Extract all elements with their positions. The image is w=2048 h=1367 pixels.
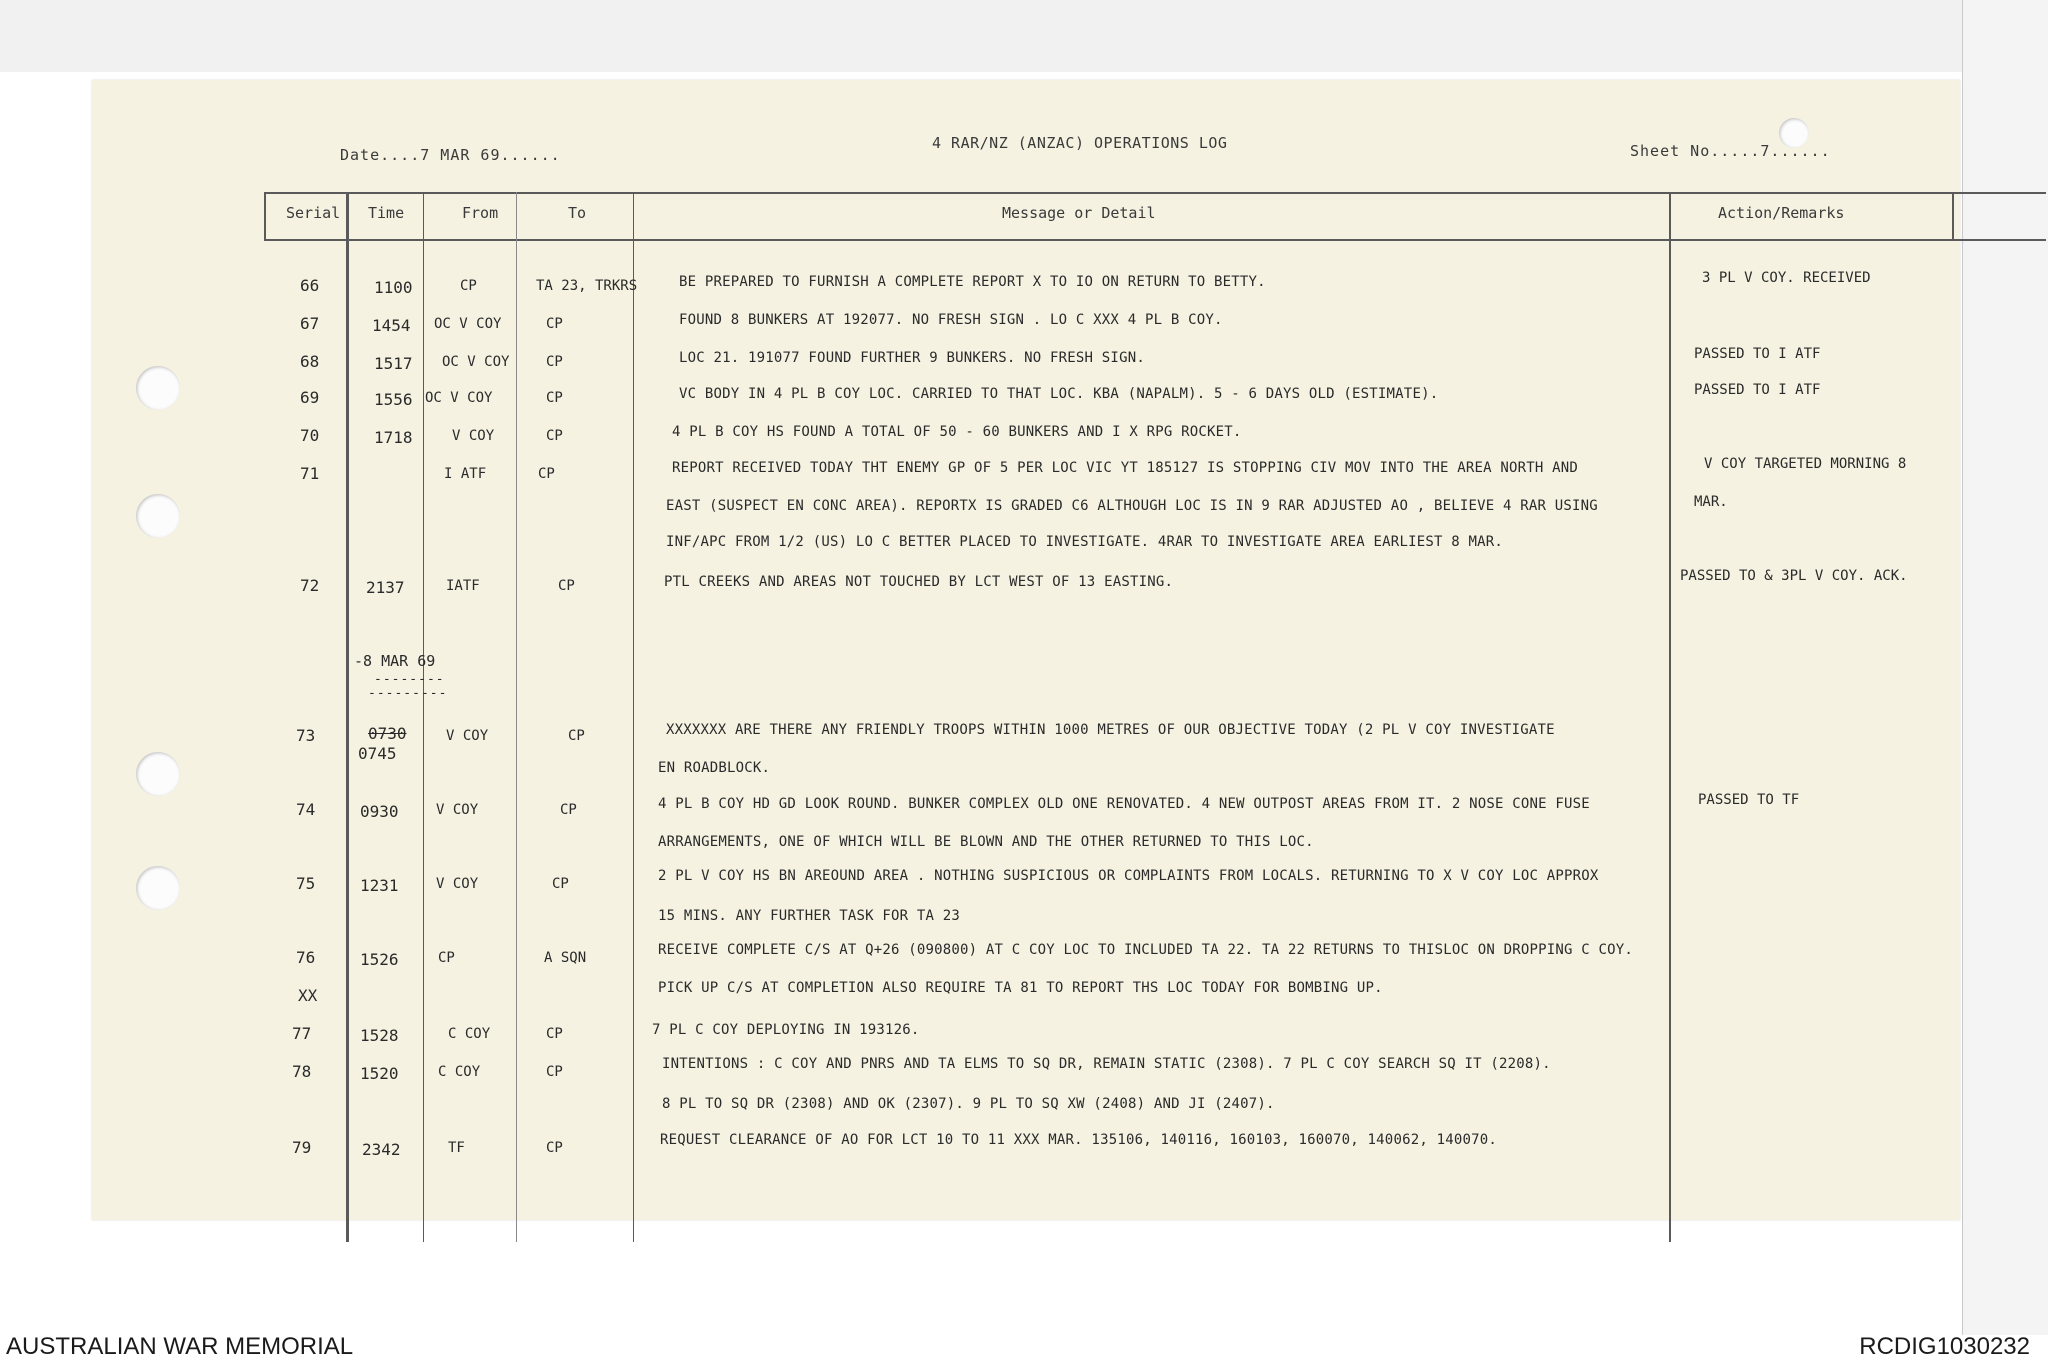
message-line: 4 PL B COY HD GD LOOK ROUND. BUNKER COMPLEX OLD ONE RENOVATED. 4 NEW OUTPOST AREAS FROM IT. 2 NOSE CONE FUSE — [658, 796, 1590, 812]
to-cell: TA 23, TRKRS — [536, 278, 638, 294]
to-cell: CP — [558, 578, 575, 594]
sheet-number: Sheet No.....7...... — [1630, 142, 1831, 160]
serial-cell: 72 — [300, 576, 320, 595]
serial-cell: 68 — [300, 352, 320, 371]
to-cell: CP — [546, 1140, 563, 1156]
serial-cell: 67 — [300, 314, 320, 333]
message-line: REPORT RECEIVED TODAY THT ENEMY GP OF 5 PER LOC VIC YT 185127 IS STOPPING CIV MOV INTO THE AREA NORTH AND — [672, 460, 1579, 476]
time-cell: 1526 — [360, 950, 399, 969]
message-line: 4 PL B COY HS FOUND A TOTAL OF 50 - 60 BUNKERS AND I X RPG ROCKET. — [672, 424, 1242, 440]
to-cell: CP — [546, 428, 563, 444]
message-line: 7 PL C COY DEPLOYING IN 193126. — [652, 1022, 920, 1038]
from-cell: V COY — [452, 428, 495, 444]
time-cell: 0745 — [358, 744, 397, 763]
log-title: 4 RAR/NZ (ANZAC) OPERATIONS LOG — [932, 134, 1228, 152]
punch-hole — [136, 866, 180, 910]
from-cell: TF — [448, 1140, 465, 1156]
message-line: BE PREPARED TO FURNISH A COMPLETE REPORT X TO IO ON RETURN TO BETTY. — [679, 274, 1266, 290]
message-line: ARRANGEMENTS, ONE OF WHICH WILL BE BLOWN AND THE OTHER RETURNED TO THIS LOC. — [658, 834, 1314, 850]
col-divider-message — [1669, 192, 1671, 1242]
time-cell: 1528 — [360, 1026, 399, 1045]
message-line: 15 MINS. ANY FURTHER TASK FOR TA 23 — [658, 908, 961, 924]
time-cell: 1454 — [372, 316, 411, 335]
message-line: RECEIVE COMPLETE C/S AT Q+26 (090800) AT C COY LOC TO INCLUDED TA 22. TA 22 RETURNS TO THISLOC ON DROPPING C COY. — [658, 942, 1634, 958]
to-cell: CP — [546, 1064, 563, 1080]
serial-cell: 71 — [300, 464, 320, 483]
from-cell: C COY — [448, 1026, 491, 1042]
serial-cell: 78 — [292, 1062, 312, 1081]
col-divider-to — [633, 192, 634, 1242]
table-header-rule — [264, 239, 2046, 241]
punch-hole — [136, 752, 180, 796]
from-cell: V COY — [436, 802, 479, 818]
remark-line: PASSED TO I ATF — [1694, 346, 1821, 362]
time-cell: 2342 — [362, 1140, 401, 1159]
footer-institution: AUSTRALIAN WAR MEMORIAL — [6, 1333, 354, 1360]
remark-line: 3 PL V COY. RECEIVED — [1702, 270, 1871, 286]
remark-line: V COY TARGETED MORNING 8 — [1704, 456, 1907, 472]
to-cell: CP — [546, 390, 563, 406]
remark-line: PASSED TO TF — [1698, 792, 1800, 808]
table-right-rule — [1952, 192, 1954, 240]
message-line: EN ROADBLOCK. — [658, 760, 771, 776]
scan-background-right — [1962, 0, 2048, 1335]
serial-cell: 74 — [296, 800, 316, 819]
struck-serial-mark: XX — [298, 986, 318, 1005]
serial-cell: 76 — [296, 948, 316, 967]
col-divider-from — [516, 192, 517, 1242]
scan-background-top — [0, 0, 2048, 72]
time-cell: 1517 — [374, 354, 413, 373]
date-underline: -------- — [374, 672, 445, 687]
message-line: EAST (SUSPECT EN CONC AREA). REPORTX IS GRADED C6 ALTHOUGH LOC IS IN 9 RAR ADJUSTED AO , BELIEVE 4 RAR USING — [666, 498, 1598, 514]
serial-cell: 73 — [296, 726, 316, 745]
to-cell: CP — [560, 802, 577, 818]
time-cell: 1231 — [360, 876, 399, 895]
col-header-remarks: Action/Remarks — [1718, 204, 1845, 222]
remark-line: PASSED TO I ATF — [1694, 382, 1821, 398]
time-cell: 2137 — [366, 578, 405, 597]
date-separator: -8 MAR 69 — [354, 652, 436, 670]
time-cell: 1100 — [374, 278, 413, 297]
punch-hole — [136, 494, 180, 538]
message-line: 2 PL V COY HS BN AREOUND AREA . NOTHING SUSPICIOUS OR COMPLAINTS FROM LOCALS. RETURNING TO X V COY LOC APPROX — [658, 868, 1599, 884]
to-cell: CP — [546, 1026, 563, 1042]
serial-cell: 69 — [300, 388, 320, 407]
scan-edge-line — [1962, 0, 1963, 1335]
from-cell: CP — [460, 278, 477, 294]
remark-line: PASSED TO & 3PL V COY. ACK. — [1680, 568, 1908, 584]
message-line: 8 PL TO SQ DR (2308) AND OK (2307). 9 PL TO SQ XW (2408) AND JI (2407). — [662, 1096, 1275, 1112]
message-line: INF/APC FROM 1/2 (US) LO C BETTER PLACED TO INVESTIGATE. 4RAR TO INVESTIGATE AREA EARLIEST 8 MAR. — [666, 534, 1503, 550]
remark-line: MAR. — [1694, 494, 1728, 510]
col-header-time: Time — [368, 204, 405, 222]
to-cell: CP — [546, 316, 563, 332]
serial-cell: 77 — [292, 1024, 312, 1043]
from-cell: V COY — [446, 728, 489, 744]
serial-cell: 70 — [300, 426, 320, 445]
table-top-rule — [264, 192, 2046, 194]
col-divider-serial — [346, 192, 349, 1242]
date-underline: --------- — [368, 686, 448, 701]
from-cell: V COY — [436, 876, 479, 892]
serial-cell: 66 — [300, 276, 320, 295]
from-cell: CP — [438, 950, 455, 966]
col-header-from: From — [462, 204, 499, 222]
message-line: REQUEST CLEARANCE OF AO FOR LCT 10 TO 11 XXX MAR. 135106, 140116, 160103, 160070, 140062, 140070. — [660, 1132, 1497, 1148]
col-header-to: To — [568, 204, 587, 222]
to-cell: A SQN — [544, 950, 587, 966]
time-cell: 1520 — [360, 1064, 399, 1083]
from-cell: OC V COY — [434, 316, 502, 332]
to-cell: CP — [552, 876, 569, 892]
message-line: LOC 21. 191077 FOUND FURTHER 9 BUNKERS. NO FRESH SIGN. — [679, 350, 1145, 366]
serial-cell: 79 — [292, 1138, 312, 1157]
to-cell: CP — [538, 466, 555, 482]
from-cell: C COY — [438, 1064, 481, 1080]
col-header-message: Message or Detail — [1002, 204, 1156, 222]
log-sheet — [92, 80, 1960, 1220]
to-cell: CP — [546, 354, 563, 370]
time-struck-cell: 0730 — [368, 724, 407, 743]
serial-cell: 75 — [296, 874, 316, 893]
to-cell: CP — [568, 728, 585, 744]
message-line: FOUND 8 BUNKERS AT 192077. NO FRESH SIGN . LO C XXX 4 PL B COY. — [679, 312, 1223, 328]
message-line: VC BODY IN 4 PL B COY LOC. CARRIED TO THAT LOC. KBA (NAPALM). 5 - 6 DAYS OLD (ESTIMATE). — [679, 386, 1439, 402]
message-line: XXXXXXX ARE THERE ANY FRIENDLY TROOPS WITHIN 1000 METRES OF OUR OBJECTIVE TODAY (2 PL V COY INVESTIGATE — [666, 722, 1555, 738]
punch-hole — [136, 366, 180, 410]
time-cell: 0930 — [360, 802, 399, 821]
time-cell: 1718 — [374, 428, 413, 447]
col-header-serial: Serial — [286, 204, 341, 222]
footer-record-id: RCDIG1030232 — [1859, 1333, 2030, 1360]
from-cell: IATF — [446, 578, 480, 594]
table-left-rule — [264, 192, 266, 240]
from-cell: OC V COY — [425, 390, 493, 406]
message-line: PICK UP C/S AT COMPLETION ALSO REQUIRE TA 81 TO REPORT THS LOC TODAY FOR BOMBING UP. — [658, 980, 1383, 996]
col-divider-time — [423, 192, 424, 1242]
log-date: Date....7 MAR 69...... — [340, 146, 561, 164]
from-cell: OC V COY — [442, 354, 510, 370]
from-cell: I ATF — [444, 466, 487, 482]
message-line: INTENTIONS : C COY AND PNRS AND TA ELMS TO SQ DR, REMAIN STATIC (2308). 7 PL C COY SEARCH SQ IT (2208). — [662, 1056, 1551, 1072]
time-cell: 1556 — [374, 390, 413, 409]
message-line: PTL CREEKS AND AREAS NOT TOUCHED BY LCT WEST OF 13 EASTING. — [664, 574, 1174, 590]
